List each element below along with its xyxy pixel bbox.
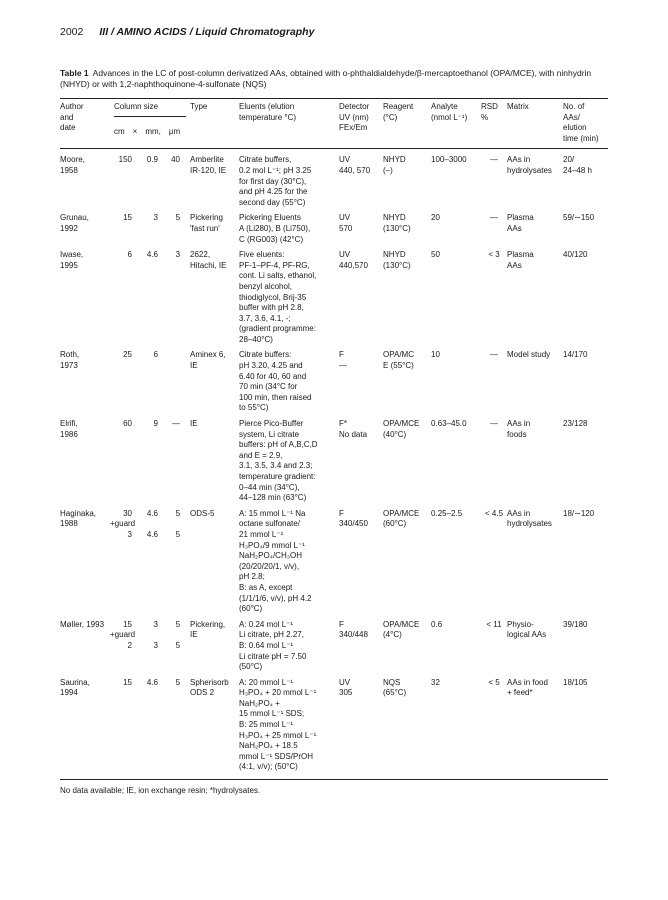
header-column-size: [110, 99, 184, 148]
header-eluents: Eluents (elution temperature °C): [239, 102, 297, 122]
cell-mm: 4.6: [146, 250, 158, 260]
cell-no-aas: 59/∼150: [563, 213, 595, 223]
cell-analyte: 0.6: [431, 619, 443, 629]
cell-rsd: —: [490, 213, 499, 223]
cell-type: Spherisorb ODS 2: [190, 677, 229, 698]
cell-type: ODS-5: [190, 508, 215, 518]
header-cm: cm: [114, 126, 125, 136]
cell-no-aas: 23/128: [563, 419, 588, 429]
cell-no-aas: 39/180: [563, 619, 588, 629]
cell-author: Haginaka, 1988: [60, 508, 97, 529]
cell-cm: 15: [123, 677, 132, 687]
cell-author: Saurina, 1994: [60, 677, 90, 698]
cell-matrix: Model study: [507, 350, 551, 360]
cell-detector: F —: [339, 350, 348, 371]
cell-eluents: Five eluents: PF-1–PF-4, PF-RG, cont. Li salts, ethanol, benzyl alcohol, thiodiglycol, Brij-35 buffer with pH 2.8, 3.7, 3.6, 4.1, -; (gradient programme: 28–40°C): [239, 250, 317, 344]
cell-detector: F 340/448: [339, 619, 368, 640]
cell-cm: 30 +guard 3: [110, 508, 136, 539]
cell-cm: 15 +guard 2: [110, 619, 136, 650]
header-mm: mm,: [145, 126, 161, 136]
table-row: [60, 149, 608, 208]
cell-mm: 4.6: [146, 677, 158, 687]
header-matrix: Matrix: [507, 102, 529, 111]
table-row: [60, 414, 608, 504]
cell-analyte: 20: [431, 213, 440, 223]
cell-analyte: 10: [431, 350, 440, 360]
cell-reagent: OPA/MCE (40°C): [383, 419, 420, 439]
cell-analyte: 32: [431, 677, 440, 687]
cell-reagent: OPA/MCE (4°C): [383, 619, 420, 640]
cell-rsd: < 3: [488, 250, 500, 260]
cell-author: Iwase, 1995: [60, 250, 84, 270]
cell-mm: 0.9: [146, 155, 158, 165]
cell-mm: 6: [153, 350, 158, 360]
table-header: [60, 99, 608, 149]
cell-analyte: 0.63–45.0: [431, 419, 467, 429]
cell-rsd: < 5: [488, 677, 500, 687]
cell-mm: 3 3: [153, 619, 158, 650]
cell-mm: 9: [153, 419, 158, 429]
cell-matrix: Plasma AAs: [507, 250, 534, 270]
header-rsd: RSD %: [481, 102, 498, 122]
header-author: Author and date: [60, 102, 84, 133]
cell-detector: UV 440, 570: [339, 155, 371, 175]
cell-author: Møller, 1993: [60, 619, 105, 629]
data-table: [60, 99, 608, 773]
cell-matrix: Plasma AAs: [507, 213, 534, 233]
cell-eluents: Citrate buffers, 0.2 mol L⁻¹; pH 3.25 for first day (30°C), and pH 4.25 for the second day (55°C): [239, 155, 312, 207]
cell-analyte: 100–3000: [431, 155, 467, 165]
table-row: [60, 345, 608, 414]
cell-no-aas: 18/105: [563, 677, 588, 687]
cell-type: 2622, Hitachi, IE: [190, 250, 227, 270]
cell-author: Grunau, 1992: [60, 213, 89, 233]
header-detector: Detector UV (nm) FEx/Em: [339, 102, 370, 133]
table-row: [60, 245, 608, 345]
page-number: 2002: [60, 26, 84, 38]
section-title: III / AMINO ACIDS / Liquid Chromatography: [99, 26, 315, 38]
cell-mm: 3: [153, 213, 158, 223]
cell-no-aas: 40/120: [563, 250, 588, 260]
table-body: [60, 149, 608, 773]
cell-um: 5: [175, 677, 181, 687]
cell-um: —: [172, 419, 181, 429]
cell-matrix: AAs in foods: [507, 419, 531, 439]
cell-author: Elrifi, 1986: [60, 419, 78, 439]
cell-detector: UV 570: [339, 213, 353, 233]
table-label: Table 1: [60, 68, 89, 78]
table-row: [60, 673, 608, 773]
cell-type: Amberlite IR-120, IE: [190, 155, 227, 175]
cell-detector: UV 305: [339, 677, 353, 698]
cell-um: 3: [175, 250, 181, 260]
cell-rsd: < 11: [486, 619, 502, 629]
header-column-size-units: [114, 116, 186, 138]
cell-reagent: OPA/MC E (55°C): [383, 350, 414, 371]
cell-matrix: AAs in food + feed*: [507, 677, 548, 698]
cell-eluents: A: 20 mmol L⁻¹ H₃PO₄ + 20 mmol L⁻¹ NaH₂PO₄ + 15 mmol L⁻¹ SDS; B: 25 mmol L⁻¹ H₃PO₄ + 25 mmol L⁻¹ NaH₂PO₄ + 18.5 mmol L⁻¹ SDS/PrOH (4:1, v/v); (50°C): [239, 677, 317, 772]
table-row: [60, 615, 608, 673]
header-times: ×: [132, 126, 138, 136]
cell-no-aas: 18/∼120: [563, 508, 595, 518]
cell-matrix: AAs in hydrolysates: [507, 508, 552, 529]
cell-reagent: NHYD (130°C): [383, 213, 411, 233]
running-head: [60, 26, 608, 38]
page: [60, 26, 608, 795]
cell-matrix: AAs in hydrolysates: [507, 155, 552, 175]
cell-rsd: —: [490, 155, 499, 165]
cell-analyte: 0.25–2.5: [431, 508, 463, 518]
cell-type: IE: [190, 419, 198, 429]
header-no-aas: No. of AAs/ elution time (min): [563, 102, 599, 143]
cell-type: Aminex 6, IE: [190, 350, 226, 371]
header-analyte: Analyte (nmol L⁻¹): [431, 102, 468, 122]
cell-no-aas: 20/ 24–48 h: [563, 155, 592, 175]
table-bottom-rule: [60, 779, 608, 780]
cell-mm: 4.6 4.6: [146, 508, 158, 539]
cell-eluents: Citrate buffers: pH 3.20, 4.25 and 6.40 for 40, 60 and 70 min (34°C for 100 min, then raised to 55°C): [239, 350, 312, 413]
cell-reagent: NQS (65°C): [383, 677, 407, 698]
cell-cm: 6: [127, 250, 132, 260]
cell-um: [162, 345, 184, 414]
cell-cm: 25: [123, 350, 132, 360]
header-reagent: Reagent (°C): [383, 102, 414, 122]
cell-um: 5: [175, 213, 181, 223]
cell-rsd: —: [490, 350, 499, 360]
cell-um: 40: [171, 155, 181, 165]
table-row: [60, 504, 608, 615]
table-row: [60, 208, 608, 245]
cell-um: 5 5: [175, 508, 181, 539]
cell-reagent: OPA/MCE (60°C): [383, 508, 420, 529]
cell-cm: 60: [123, 419, 132, 429]
cell-type: Pickering 'fast run': [190, 213, 223, 233]
cell-reagent: NHYD (–): [383, 155, 406, 175]
cell-rsd: —: [490, 419, 499, 429]
cell-um: 5 5: [175, 619, 181, 650]
cell-author: Moore, 1958: [60, 155, 85, 175]
cell-cm: 150: [118, 155, 132, 165]
table-caption-text: Advances in the LC of post-column derivatized AAs, obtained with o-phthaldialdehyde/β-mercaptoethanol (OPA/MCE), with ninhydrin (NHYD) or with 1,2-naphthoquinone-4-sulfonate (NQS): [60, 68, 592, 89]
cell-author: Roth, 1973: [60, 350, 80, 371]
cell-eluents: Pierce Pico-Buffer system, Li citrate buffers: pH of A,B,C,D and E = 2.9, 3.1, 3.5, 3.4 and 2.3; temperature gradient: 0–44 min (34°C), 44–128 min (63°C): [239, 419, 318, 503]
table-caption: [60, 68, 608, 90]
cell-eluents: Pickering Eluents A (Li280), B (Li750), C (RG003) (42°C): [239, 213, 311, 244]
header-um: μm: [168, 126, 181, 136]
cell-detector: F 340/450: [339, 508, 368, 529]
cell-eluents: A: 15 mmol L⁻¹ Na octane sulfonate/ 21 mmol L⁻¹ H₃PO₄/9 mmol L⁻¹ NaH₂PO₄/CH₃OH (20/20/20/1, v/v), pH 2.8; B: as A, except (1/1/1/6, v/v), pH 4.2 (60°C): [239, 508, 312, 614]
cell-matrix: Physio- logical AAs: [507, 619, 547, 640]
cell-cm: 15: [123, 213, 132, 223]
cell-no-aas: 14/170: [563, 350, 588, 360]
cell-detector: UV 440,570: [339, 250, 368, 270]
header-column-size-label: Column size: [114, 102, 159, 111]
cell-reagent: NHYD (130°C): [383, 250, 411, 270]
cell-analyte: 50: [431, 250, 440, 260]
cell-type: Pickering, IE: [190, 619, 226, 640]
cell-detector: F* No data: [339, 419, 368, 439]
table-footnote: No data available; IE, ion exchange resin; *hydrolysates.: [60, 786, 261, 796]
cell-eluents: A: 0.24 mol L⁻¹ Li citrate, pH 2.27, B: 0.64 mol L⁻¹ Li citrate pH = 7.50 (50°C): [239, 619, 307, 672]
cell-rsd: < 4.5: [485, 508, 504, 518]
header-type: Type: [190, 102, 208, 111]
